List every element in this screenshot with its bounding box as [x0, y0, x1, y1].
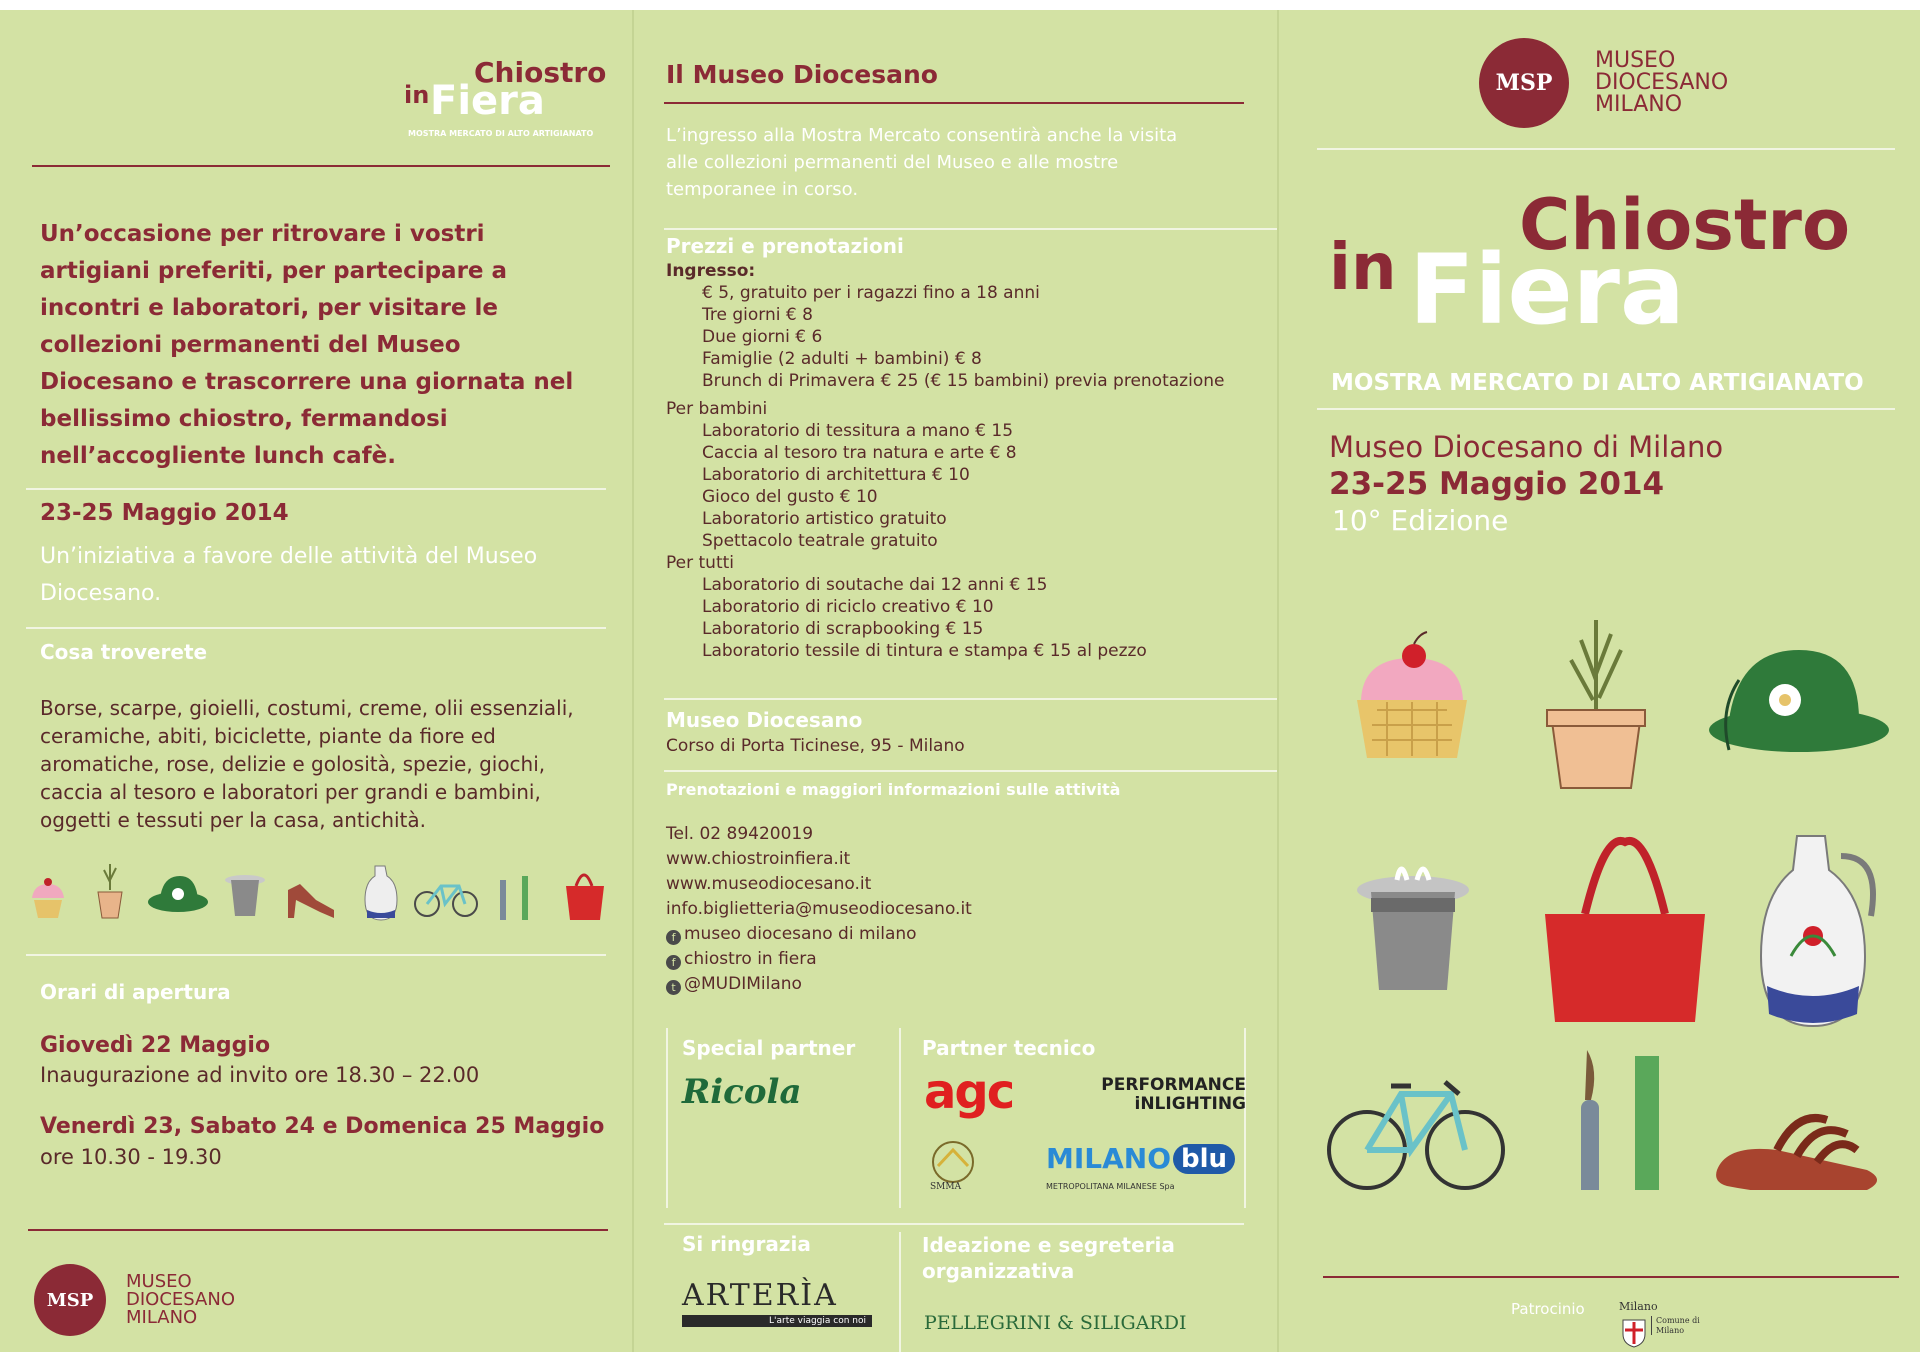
cosa-text: Borse, scarpe, gioielli, costumi, creme, olii essenziali, ceramiche, abiti, biciclette, piante da fiore ed aromatiche, rose, delizie e golosità, spezie, giochi, caccia al tesoro e laboratori per grandi e bambini, oggetti e tessuti per la casa, antichità.: [40, 696, 574, 832]
logo-line: DIOCESANO: [1595, 70, 1729, 95]
logo-line: MUSEO: [1595, 48, 1676, 73]
milano-word: MILANO: [1046, 1142, 1172, 1175]
bambini-label: Per bambini: [666, 399, 768, 419]
venue-text: Museo Diocesano di Milano: [1329, 430, 1724, 464]
twitter-icon: t: [666, 980, 681, 995]
comune-text: Comune di Milano: [1651, 1316, 1706, 1335]
milano-small: Milano: [1619, 1300, 1658, 1313]
phone-number: Tel. 02 89420019: [666, 824, 814, 844]
handbag-icon: [1545, 841, 1705, 1022]
arteria-sub: L'arte viaggia con noi: [682, 1315, 872, 1327]
partner-divider: [1244, 1028, 1246, 1208]
divider: [664, 102, 1244, 104]
title-in: in: [1329, 231, 1397, 305]
cosa-heading: Cosa troverete: [40, 640, 208, 664]
title-in: in: [404, 81, 430, 109]
museum-logo-mark: MSP: [34, 1264, 106, 1336]
divider: [664, 698, 1278, 700]
social-label: museo diocesano di milano: [684, 924, 917, 944]
handbag-icon: [566, 875, 604, 920]
jug-icon: [365, 866, 397, 920]
divider: [664, 770, 1278, 772]
pencil-icon: [1635, 1056, 1659, 1190]
divider: [1323, 1276, 1899, 1278]
patrocinio-label: Patrocinio: [1511, 1300, 1585, 1318]
price-item: Caccia al tesoro tra natura e arte € 8: [702, 443, 1017, 463]
logo-line: MILANO: [126, 1307, 198, 1328]
email-link[interactable]: info.biglietteria@museodiocesano.it: [666, 899, 972, 919]
price-item: Laboratorio artistico gratuito: [702, 509, 947, 529]
title-tagline: MOSTRA MERCATO DI ALTO ARTIGIANATO: [408, 129, 594, 138]
address-text: Corso di Porta Ticinese, 95 - Milano: [666, 736, 965, 756]
day2-text: ore 10.30 - 19.30: [40, 1145, 222, 1169]
price-item: Famiglie (2 adulti + bambini) € 8: [702, 349, 982, 369]
event-date: 23-25 Maggio 2014: [40, 500, 289, 526]
museum-logo-large: [1479, 38, 1728, 128]
divider: [26, 954, 606, 956]
price-item: € 5, gratuito per i ragazzi fino a 18 anni: [702, 283, 1040, 303]
social-label: chiostro in fiera: [684, 949, 817, 969]
website-link[interactable]: www.museodiocesano.it: [666, 874, 872, 894]
big-brand-title: [1329, 180, 1909, 396]
dates-text: 23-25 Maggio 2014: [1329, 466, 1665, 502]
performance-line: PERFORMANCE: [1101, 1075, 1246, 1095]
sandal-icon: [1716, 1118, 1877, 1190]
title-tagline: MOSTRA MERCATO DI ALTO ARTIGIANATO: [1331, 370, 1864, 396]
bicycle-icon: [415, 886, 477, 916]
price-item: Laboratorio di tessitura a mano € 15: [702, 421, 1014, 441]
ingresso-label: Ingresso:: [666, 261, 756, 281]
day2-label: Venerdì 23, Sabato 24 e Domenica 25 Maggio: [40, 1114, 605, 1139]
milanoblu-logo: [1046, 1142, 1235, 1175]
performance-logo: [1096, 1076, 1246, 1113]
logo-line: MILANO: [1595, 92, 1683, 117]
info-heading: Prenotazioni e maggiori informazioni sulle attività: [666, 780, 1121, 799]
day1-text: Inaugurazione ad invito ore 18.30 – 22.00: [40, 1063, 480, 1087]
magic-hat-icon: [1357, 869, 1469, 990]
brush-icon: [1581, 1050, 1599, 1190]
divider: [1317, 408, 1895, 410]
price-item: Tre giorni € 8: [702, 305, 813, 325]
logo-line: DIOCESANO: [126, 1289, 235, 1310]
plant-icon: [1547, 620, 1645, 788]
hat-icon: [1709, 650, 1889, 752]
price-item: Due giorni € 6: [702, 327, 823, 347]
comune-crest-icon: [1621, 1316, 1647, 1348]
website-link[interactable]: www.chiostroinfiera.it: [666, 849, 851, 869]
tutti-label: Per tutti: [666, 553, 734, 573]
price-item: Laboratorio tessile di tintura e stampa € 15 al pezzo: [702, 641, 1147, 661]
plant-icon: [98, 864, 122, 918]
day1-label: Giovedì 22 Maggio: [40, 1033, 271, 1058]
partner-divider: [666, 1028, 668, 1208]
small-icon-row: [28, 860, 618, 930]
facebook-icon: f: [666, 930, 681, 945]
price-item: Laboratorio di soutache dai 12 anni € 15: [702, 575, 1048, 595]
price-item: Laboratorio di scrapbooking € 15: [702, 619, 984, 639]
social-label: @MUDIMilano: [684, 974, 802, 994]
left-panel: [0, 10, 632, 1352]
ideazione-heading: Ideazione e segreteria organizzativa: [922, 1233, 1175, 1283]
divider: [32, 165, 610, 167]
si-ringrazia-heading: Si ringrazia: [682, 1232, 811, 1256]
facebook-icon: f: [666, 955, 681, 970]
title-fiera: Fiera: [1409, 234, 1685, 346]
special-partner-heading: Special partner: [682, 1036, 856, 1060]
divider: [664, 228, 1278, 230]
agc-logo: agc: [924, 1064, 1014, 1120]
small-brand-title: [404, 57, 614, 137]
title-chiostro: Chiostro: [474, 56, 607, 89]
prezzi-heading: Prezzi e prenotazioni: [666, 234, 904, 258]
hat-icon: [148, 876, 208, 912]
arteria-word: ARTERÌA: [682, 1278, 838, 1313]
illustration-grid: [1319, 610, 1919, 1190]
pellegrini-logo: PELLEGRINI & SILIGARDI: [924, 1312, 1187, 1334]
right-panel: [1277, 10, 1920, 1352]
contact-list: [666, 822, 972, 997]
museo-text: L’ingresso alla Mostra Mercato consentirà anche la visita alle collezioni permanenti del Museo e alle mostre temporanee in corso.: [666, 125, 1178, 200]
smma-text: SMMA: [930, 1182, 962, 1192]
address-heading: Museo Diocesano: [666, 708, 863, 732]
partner-divider: [899, 1232, 901, 1352]
high-heel-icon: [288, 884, 334, 918]
title-chiostro: Chiostro: [1519, 184, 1851, 266]
edition-text: 10° Edizione: [1332, 504, 1509, 537]
divider: [664, 1223, 1244, 1225]
social-facebook[interactable]: [666, 922, 972, 947]
arteria-logo: [682, 1278, 872, 1327]
ricola-logo: Ricola: [682, 1072, 802, 1112]
brush-pencil-icon: [500, 876, 528, 920]
cupcake-icon: [32, 878, 64, 918]
social-twitter[interactable]: [666, 972, 972, 997]
museum-logo-small: [34, 1264, 235, 1336]
orari-heading: Orari di apertura: [40, 980, 231, 1004]
social-facebook[interactable]: [666, 947, 972, 972]
metropolitana-text: METROPOLITANA MILANESE Spa: [1046, 1182, 1175, 1191]
divider: [1317, 148, 1895, 150]
jug-icon: [1761, 836, 1873, 1026]
divider: [28, 1229, 608, 1231]
price-item: Spettacolo teatrale gratuito: [702, 531, 938, 551]
price-item: Laboratorio di riciclo creativo € 10: [702, 597, 994, 617]
partner-tecnico-heading: Partner tecnico: [922, 1036, 1096, 1060]
museum-logo-mark: MSP: [1479, 38, 1569, 128]
brochure-sheet: [0, 10, 1920, 1352]
blu-word: blu: [1173, 1144, 1235, 1174]
partner-divider: [899, 1028, 901, 1208]
logo-line: MUSEO: [126, 1271, 192, 1292]
initiative-text: Un’iniziativa a favore delle attività del Museo Diocesano.: [40, 544, 538, 606]
performance-line: iNLIGHTING: [1134, 1093, 1246, 1114]
intro-text: Un’occasione per ritrovare i vostri artigiani preferiti, per partecipare a incontri e laboratori, per visitare le collezioni permanenti del Museo Diocesano e trascorrere una giornata nel bellissimo chiostro, fermandosi nell’accogliente lunch cafè.: [40, 221, 574, 469]
price-item: Gioco del gusto € 10: [702, 487, 878, 507]
price-list: [666, 260, 1266, 662]
divider: [26, 488, 606, 490]
middle-panel: [632, 10, 1279, 1352]
price-item: Laboratorio di architettura € 10: [702, 465, 970, 485]
museo-heading: Il Museo Diocesano: [666, 60, 938, 89]
smma-logo: [924, 1138, 982, 1196]
title-fiera: Fiera: [430, 78, 545, 124]
cupcake-icon: [1357, 632, 1467, 758]
price-item: Brunch di Primavera € 25 (€ 15 bambini) previa prenotazione: [702, 371, 1225, 391]
divider: [26, 627, 606, 629]
magic-hat-icon: [225, 875, 265, 916]
bicycle-icon: [1329, 1082, 1503, 1188]
